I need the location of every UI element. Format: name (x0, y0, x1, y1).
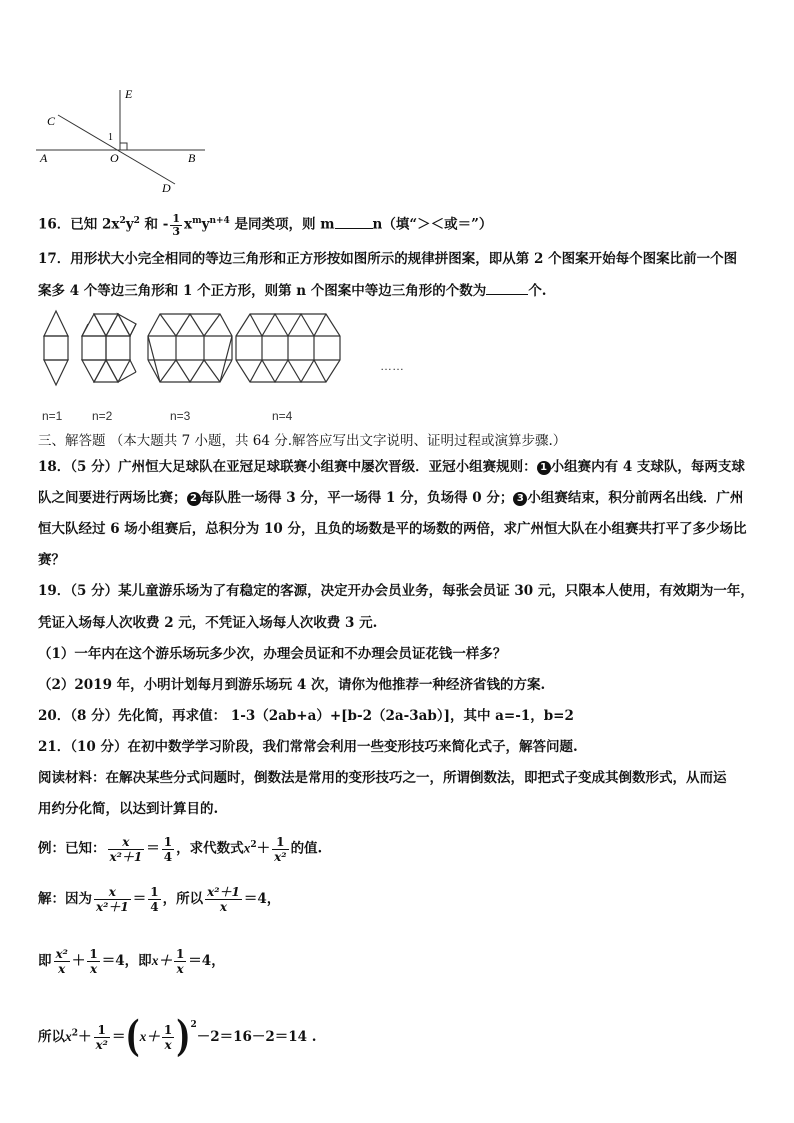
pattern-ellipsis: …… (380, 359, 404, 373)
caption-n3: n=3 (170, 409, 191, 423)
ex-x-sup: 2 (250, 840, 257, 850)
ji-frac-2-num: 1 (89, 947, 98, 961)
q16-sup-d: m (192, 216, 202, 226)
section-3-heading: 三、解答题 （本大题共 7 小题，共 64 分.解答应写出文字说明、证明过程或演算步骤.） (38, 433, 567, 449)
so-frac-1-den: x² (95, 1038, 108, 1052)
ji-frac-3-num: 1 (175, 947, 185, 961)
sol-text-b: ，所以 (162, 891, 204, 907)
ji-label: 即 (38, 953, 52, 969)
q16-fraction (170, 213, 182, 238)
sol-eq: ＝ (132, 891, 147, 907)
q16-text-e: y (201, 216, 210, 233)
circled-3: 3 (513, 492, 527, 506)
q18-l2c: 小组赛结束，积分前两名出线．广州 (527, 490, 744, 506)
question-20: 20．（8 分）先化简，再求值： 1-3（2ab+a）+[b-2（2a-3ab）]，其中 a=-1，b=2 (38, 708, 574, 724)
q18-l1a: 18．（5 分）广州恒大足球队在亚冠足球联赛小组赛中屡次晋级．亚冠小组赛规则： (38, 459, 537, 475)
sol-frac-1 (94, 885, 131, 914)
label-d: D (162, 181, 171, 195)
sol-frac-1-den: x²＋1 (96, 900, 129, 914)
pattern-n4 (236, 314, 340, 382)
q18-l2a: 队之间要进行两场比赛； (38, 490, 187, 506)
q16-text-d: x (184, 216, 193, 233)
q16-sup-a: 2 (119, 216, 126, 226)
so-frac-1-num: 1 (94, 1023, 110, 1038)
question-18-line-3: 恒大队经过 6 场小组赛后，总积分为 10 分，且负的场数是平的场数的两倍，求广州恒大队在小组赛共打平了多少场比 (38, 521, 747, 537)
question-17-line-2 (38, 282, 547, 300)
pattern-n3 (148, 314, 232, 382)
ex-frac-3-den: x² (274, 849, 287, 864)
ji-text-d: ＝4， (188, 953, 225, 969)
ex-frac-2 (162, 835, 174, 864)
label-b: B (188, 151, 196, 165)
circled-2: 2 (187, 492, 201, 506)
q18-l1b: 小组赛内有 4 支球队，每两支球 (550, 459, 745, 475)
ex-eq: ＝ (146, 840, 160, 857)
so-frac-2-den: x (164, 1038, 172, 1052)
sol-text-c: ＝4， (243, 891, 281, 907)
label-e: E (125, 87, 133, 101)
so-x-sup: 2 (71, 1028, 79, 1039)
ji-text-b: ＝4，即 (101, 953, 152, 969)
ji-frac-1 (54, 947, 70, 976)
label-angle-1: 1 (108, 132, 113, 143)
question-19-part-1: （1）一年内在这个游乐场玩多少次，办理会员证和不办理会员证花钱一样多？ (38, 646, 507, 662)
question-21-reading-1: 阅读材料：在解决某些分式问题时，倒数法是常用的变形技巧之一，所谓倒数法，即把式子变成其倒数形式，从而运 (38, 770, 727, 786)
so-left-paren: ( (125, 1012, 140, 1062)
so-label: 所以 (38, 1029, 65, 1045)
q21-example (38, 830, 322, 864)
q21-solution (38, 884, 280, 914)
so-x: x (65, 1029, 72, 1044)
q17-line2-end: 个. (528, 283, 547, 299)
ex-frac-1-num: x (108, 835, 145, 850)
q16-frac-den: 3 (172, 224, 180, 238)
ex-label: 例：已知： (38, 840, 106, 857)
ji-frac-2 (87, 947, 99, 976)
question-19-part-2: （2）2019 年，小明计划每月到游乐场玩 4 次，请你为他推荐一种经济省钱的方案. (38, 677, 546, 693)
ex-x: x (243, 840, 251, 856)
ji-frac-1-num: x² (55, 947, 68, 961)
ji-plus: ＋ (71, 953, 86, 969)
sol-label: 解：因为 (38, 891, 92, 907)
so-plus: ＋ (78, 1029, 92, 1045)
right-angle-mark (120, 143, 127, 150)
so-frac-2 (162, 1023, 174, 1052)
sol-frac-3-den: x (219, 900, 228, 914)
ji-text-c: x＋ (151, 953, 172, 968)
question-19-line-2: 凭证入场每人次收费 2 元，不凭证入场每人次收费 3 元. (38, 615, 378, 631)
q16-text-g: n（填“＞＜或＝”） (372, 216, 493, 233)
question-21-reading-2: 用约分化简，以达到计算目的. (38, 801, 219, 817)
question-17-line-1: 17．用形状大小完全相同的等边三角形和正方形按如图所示的规律拼图案，即从第 2 个图案开始每个图案比前一个图 (38, 251, 738, 267)
ex-frac-3 (272, 835, 288, 864)
q16-text-c: 和 - (139, 216, 169, 233)
q16-frac-num: 1 (172, 211, 180, 225)
sol-frac-3-num: x²＋1 (207, 885, 240, 899)
sol-frac-1-num: x (94, 885, 131, 900)
ex-frac-3-num: 1 (272, 835, 288, 850)
ji-frac-1-den: x (58, 962, 66, 976)
pattern-figures (30, 308, 430, 426)
question-19-line-1: 19．（5 分）某儿童游乐场为了有稳定的客源，决定开办会员业务，每张会员证 30 元，只限本人使用，有效期为一年， (38, 583, 754, 599)
ex-frac-1 (108, 835, 145, 864)
q16-sup-e: n+4 (209, 216, 230, 226)
label-a: A (40, 151, 48, 165)
q18-l2b: 每队胜一场得 3 分，平一场得 1 分，负场得 0 分； (200, 490, 514, 506)
question-16 (38, 212, 492, 238)
q21-conclusion (38, 1008, 317, 1062)
so-right-paren: ) (176, 1012, 191, 1062)
so-power: 2 (190, 1020, 197, 1030)
pattern-n2 (82, 314, 136, 382)
ex-frac-2-den: 4 (163, 849, 173, 864)
question-21-line-1: 21．（10 分）在初中数学学习阶段，我们常常会利用一些变形技巧来简化式子，解答问题. (38, 739, 578, 755)
so-result: －2＝16－2＝14 . (196, 1029, 317, 1045)
q16-answer-blank[interactable] (335, 216, 373, 229)
question-18-line-2 (38, 489, 743, 507)
ji-frac-3 (174, 947, 186, 976)
q16-text-a: 16．已知 2x (38, 216, 120, 233)
question-18-line-4: 赛？ (38, 552, 65, 568)
ji-frac-3-den: x (176, 962, 184, 976)
so-eq: ＝ (111, 1029, 126, 1045)
ex-text-e: 的值. (290, 840, 323, 857)
so-frac-1 (94, 1023, 110, 1052)
label-o: O (110, 151, 119, 165)
q16-text-b: y (125, 216, 134, 233)
q21-ji (38, 946, 225, 976)
caption-n4: n=4 (272, 409, 293, 423)
angle-figure (30, 80, 220, 200)
caption-n1: n=1 (42, 409, 63, 423)
q17-answer-blank[interactable] (486, 282, 528, 295)
q17-line2-text: 案多 4 个等边三角形和 1 个正方形，则第 n 个图案中等边三角形的个数为 (38, 283, 487, 299)
sol-frac-2-num: 1 (150, 885, 159, 899)
label-c: C (47, 114, 56, 128)
sol-frac-2 (148, 885, 160, 914)
ex-plus: ＋ (256, 840, 271, 857)
caption-n2: n=2 (92, 409, 113, 423)
q16-text-f: 是同类项，则 m (229, 216, 335, 233)
ex-frac-1-den: x²＋1 (109, 849, 143, 864)
ex-text-b: ，求代数式 (176, 840, 244, 857)
ji-frac-2-den: x (90, 962, 98, 976)
circled-1: 1 (537, 461, 551, 475)
pattern-n1 (44, 311, 68, 385)
ex-frac-2-num: 1 (163, 834, 173, 849)
sol-frac-2-den: 4 (150, 900, 159, 914)
q16-sup-b: 2 (133, 216, 140, 226)
sol-frac-3 (205, 885, 242, 914)
question-18-line-1 (38, 458, 745, 476)
so-frac-2-num: 1 (163, 1023, 173, 1037)
so-inner: x＋ (139, 1029, 160, 1044)
